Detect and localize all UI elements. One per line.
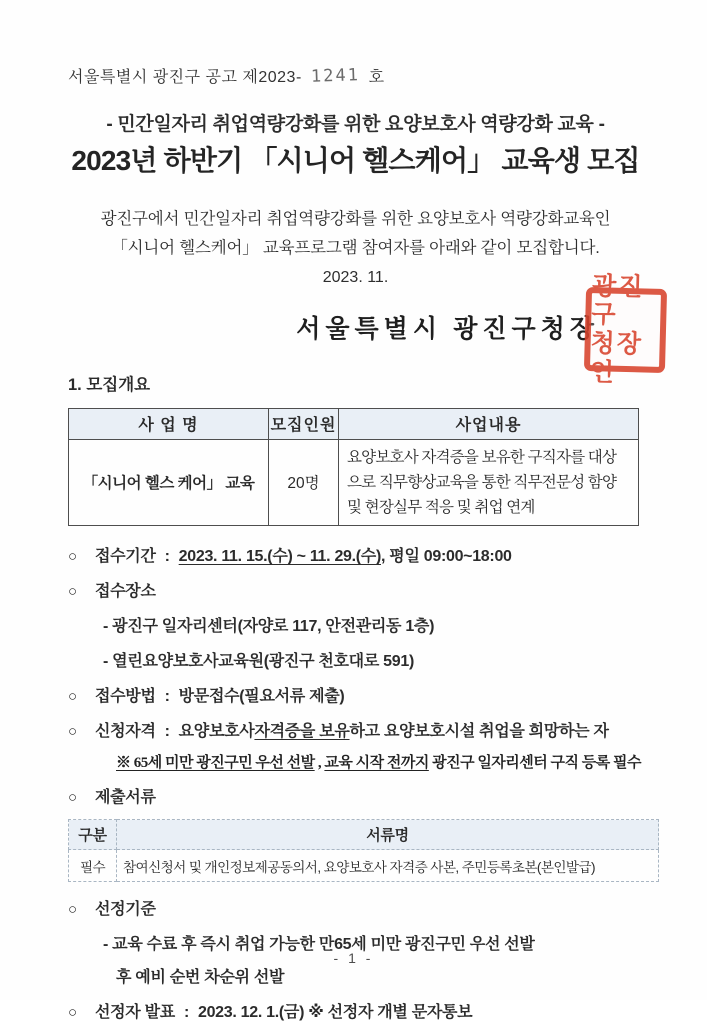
note-rest: 광진구 일자리센터 구직 등록 필수: [432, 755, 641, 772]
qualification-note: [116, 751, 643, 772]
mayor-signature: 서울특별시 광진구청장: [296, 315, 599, 343]
separator-colon: :: [164, 688, 170, 706]
criteria-item-continuation: 후 예비 순번 차순위 선발: [116, 969, 285, 987]
note-mid: ,: [317, 755, 325, 772]
reception-period-dates: 2023. 11. 15.(수) ~ 11. 29.(수): [178, 548, 381, 566]
reception-place-item-1: - 광진구 일자리센터(자양로 117, 안전관리동 1층): [103, 618, 435, 636]
documents-col-type: 구분: [69, 820, 117, 850]
stamp-line-2: 청장인: [589, 329, 644, 387]
reception-place-item-2: - 열린요양보호사교육원(광진구 천호대로 591): [103, 653, 414, 671]
page-number: - 1 -: [333, 950, 374, 966]
list-item-announcement: [68, 999, 643, 1022]
list-item-reception-place: [68, 578, 643, 601]
notice-suffix: 호: [368, 69, 385, 86]
document-list-cell: 참여신청서 및 개인정보제공동의서, 요양보호사 자격증 사본, 주민등록초본(본인발급): [117, 850, 659, 882]
note-deadline-underlined: 교육 시작 전까지: [324, 755, 429, 772]
qualification-text-pre: 요양보호사: [178, 723, 255, 741]
bullet-circle-icon: ○: [68, 688, 77, 706]
stamp-line-1: 광진구: [591, 271, 645, 330]
bullet-circle-icon: ○: [68, 583, 77, 601]
separator-colon: :: [183, 1004, 189, 1022]
qualification-text-post: 하고 요양보호시설 취업을 희망하는 자: [349, 723, 609, 741]
notice-number-line: [68, 64, 643, 87]
announcement-label: 선정자 발표: [95, 1004, 175, 1022]
signature-row: [68, 297, 643, 355]
overview-data-row: [69, 439, 639, 525]
document-title: 2023년 하반기 「시니어 헬스케어」 교육생 모집: [71, 145, 640, 176]
description-cell: 요양보호사 자격증을 보유한 구직자를 대상으로 직무향상교육을 통한 직무전문성 함양 및 현장실무 적응 및 취업 연계: [339, 439, 639, 525]
overview-col-capacity: 모집인원: [269, 408, 339, 439]
intro-paragraph: [68, 205, 643, 263]
list-item-reception-method: [68, 683, 643, 706]
notice-prefix: 서울특별시 광진구 공고 제2023-: [68, 69, 302, 86]
qualification-text-underlined: 자격증을 보유: [254, 723, 350, 741]
program-name-cell: 「시니어 헬스 케어」 교육: [69, 439, 269, 525]
section-heading-overview: 1. 모집개요: [68, 375, 151, 394]
note-priority-underlined: ※ 65세 미만 광진구민 우선 선발: [116, 755, 315, 772]
reception-place-label: 접수장소: [95, 583, 156, 601]
reception-method-value: 방문접수(필요서류 제출): [178, 688, 345, 706]
separator-colon: :: [164, 548, 170, 566]
qualification-label: 신청자격: [95, 723, 156, 741]
overview-header-row: [69, 408, 639, 439]
overview-col-program-name: 사 업 명: [69, 408, 269, 439]
documents-table: [68, 819, 659, 882]
list-item-reception-period: [68, 543, 643, 566]
intro-line-2: 「시니어 헬스케어」 교육프로그램 참여자를 아래와 같이 모집합니다.: [111, 238, 600, 257]
criteria-label: 선정기준: [95, 901, 156, 919]
intro-line-1: 광진구에서 민간일자리 취업역량강화를 위한 요양보호사 역량강화교육인: [100, 210, 611, 228]
list-item-documents: [68, 784, 643, 807]
capacity-cell: 20명: [269, 439, 339, 525]
bullet-circle-icon: ○: [68, 901, 77, 919]
documents-label: 제출서류: [95, 789, 156, 807]
announcement-value: 2023. 12. 1.(금) ※ 선정자 개별 문자통보: [197, 1004, 473, 1022]
documents-header-row: [69, 820, 659, 850]
separator-colon: :: [164, 723, 170, 741]
bullet-circle-icon: ○: [68, 548, 77, 566]
notice-date: 2023. 11.: [322, 268, 389, 286]
list-item-criteria: [68, 896, 643, 919]
document-subtitle: - 민간일자리 취업역량강화를 위한 요양보호사 역량강화 교육 -: [106, 114, 605, 135]
documents-col-name: 서류명: [117, 820, 659, 850]
reception-method-label: 접수방법: [95, 688, 156, 706]
overview-table: [68, 408, 639, 526]
bullet-circle-icon: ○: [68, 1004, 77, 1022]
official-seal-stamp: [584, 271, 667, 387]
criteria-item-1: - 교육 수료 후 즉시 취업 가능한 만65세 미만 광진구민 우선 선발: [103, 936, 535, 954]
document-type-cell: 필수: [69, 850, 117, 882]
overview-col-description: 사업내용: [339, 408, 639, 439]
bullet-circle-icon: ○: [68, 789, 77, 807]
reception-period-hours: , 평일 09:00~18:00: [381, 548, 512, 566]
list-item-qualification: [68, 718, 643, 741]
notice-number-handwritten: 1241: [310, 65, 360, 87]
documents-data-row: [69, 850, 659, 882]
reception-period-label: 접수기간: [95, 548, 156, 566]
bullet-circle-icon: ○: [68, 723, 77, 741]
